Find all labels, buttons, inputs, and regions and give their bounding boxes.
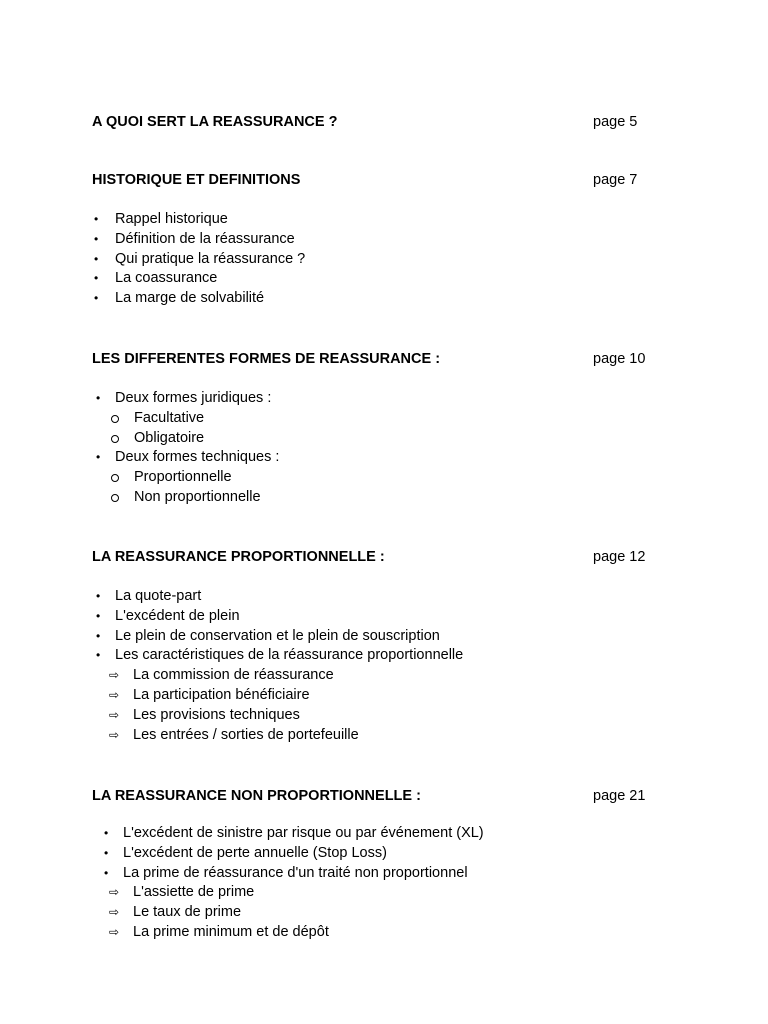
circle-bullet-icon (111, 474, 119, 482)
bullet-icon: • (104, 826, 109, 840)
bullet-icon: • (96, 589, 101, 603)
arrow-right-icon: ⇨ (109, 905, 120, 920)
item-list (92, 587, 692, 745)
list-item (92, 864, 692, 884)
section-title: LA REASSURANCE PROPORTIONNELLE : (92, 549, 385, 565)
list-item-text: Proportionnelle (134, 469, 232, 486)
section-title: LA REASSURANCE NON PROPORTIONNELLE : (92, 788, 421, 804)
arrow-right-icon: ⇨ (109, 707, 120, 722)
page-reference: page 10 (593, 351, 646, 367)
list-item (92, 587, 692, 607)
list-item (92, 607, 692, 627)
list-item-text: Deux formes techniques : (115, 449, 280, 466)
page-reference: page 7 (593, 172, 638, 188)
list-item (92, 824, 692, 844)
list-item (92, 686, 692, 706)
section-heading (92, 785, 692, 807)
list-item-text: Non proportionnelle (134, 488, 261, 505)
list-item (92, 230, 692, 250)
item-list (92, 210, 692, 309)
section-heading (92, 169, 692, 191)
section-heading (92, 546, 692, 568)
arrow-right-icon: ⇨ (109, 727, 120, 742)
list-item (92, 448, 692, 468)
list-item (92, 627, 692, 647)
list-item-text: La quote-part (115, 588, 202, 604)
list-item-text: Le taux de prime (133, 904, 242, 921)
list-item (92, 389, 692, 409)
arrow-right-icon: ⇨ (109, 668, 120, 683)
section-heading (92, 348, 692, 370)
list-item-text: Qui pratique la réassurance ? (115, 250, 306, 267)
list-item-text: L'excédent de sinistre par risque ou par événement (XL) (123, 825, 484, 841)
list-item-text: La marge de solvabilité (115, 290, 265, 307)
list-item (92, 844, 692, 864)
bullet-icon: • (96, 608, 101, 623)
list-item (92, 706, 692, 726)
list-item-text: La commission de réassurance (133, 667, 334, 684)
list-item (92, 726, 692, 746)
page-reference: page 12 (593, 549, 646, 565)
list-item-text: Le plein de conservation et le plein de souscription (115, 627, 440, 644)
list-item (92, 903, 692, 923)
bullet-icon: • (94, 212, 99, 226)
list-item (92, 269, 692, 289)
section-heading (92, 111, 692, 133)
list-item (92, 468, 692, 488)
toc-section-forms (92, 348, 692, 508)
bullet-icon: • (94, 271, 99, 286)
list-item-text: L'assiette de prime (133, 884, 255, 901)
list-item-text: Les caractéristiques de la réassurance proportionnelle (115, 647, 464, 664)
list-item-text: Rappel historique (115, 211, 228, 227)
toc-section-purpose (92, 111, 692, 133)
list-item (92, 923, 692, 943)
bullet-icon: • (96, 628, 101, 643)
list-item (92, 409, 692, 429)
bullet-icon: • (94, 231, 99, 246)
toc-section-history (92, 169, 692, 309)
list-item (92, 646, 692, 666)
circle-bullet-icon (111, 435, 119, 443)
item-list (92, 824, 692, 943)
page-reference: page 5 (593, 114, 638, 130)
circle-bullet-icon (111, 415, 119, 423)
list-item (92, 429, 692, 449)
bullet-icon: • (94, 291, 99, 306)
toc-section-non-proportional (92, 785, 692, 943)
section-title: LES DIFFERENTES FORMES DE REASSURANCE : (92, 351, 441, 367)
list-item-text: Les entrées / sorties de portefeuille (133, 726, 359, 743)
list-item (92, 666, 692, 686)
bullet-icon: • (96, 391, 101, 405)
list-item-text: Obligatoire (134, 429, 205, 446)
list-item (92, 883, 692, 903)
list-item-text: La prime minimum et de dépôt (133, 923, 329, 940)
list-item (92, 210, 692, 230)
list-item (92, 250, 692, 270)
arrow-right-icon: ⇨ (109, 924, 120, 939)
list-item-text: Deux formes juridiques : (115, 390, 272, 406)
list-item-text: L'excédent de perte annuelle (Stop Loss) (123, 844, 387, 861)
circle-bullet-icon (111, 494, 119, 502)
arrow-right-icon: ⇨ (109, 885, 120, 900)
bullet-icon: • (96, 450, 101, 465)
bullet-icon: • (104, 845, 109, 860)
list-item-text: Les provisions techniques (133, 706, 300, 723)
list-item (92, 488, 692, 508)
list-item-text: La coassurance (115, 270, 218, 287)
list-item-text: Définition de la réassurance (115, 230, 295, 247)
bullet-icon: • (94, 251, 99, 266)
section-title: HISTORIQUE ET DEFINITIONS (92, 172, 301, 188)
toc-section-proportional (92, 546, 692, 745)
list-item-text: La prime de réassurance d'un traité non proportionnel (123, 864, 468, 881)
list-item-text: La participation bénéficiaire (133, 686, 310, 703)
arrow-right-icon: ⇨ (109, 687, 120, 702)
section-title: A QUOI SERT LA REASSURANCE ? (92, 114, 338, 130)
list-item-text: Facultative (134, 409, 205, 426)
item-list (92, 389, 692, 508)
bullet-icon: • (96, 648, 101, 663)
list-item (92, 289, 692, 309)
page-reference: page 21 (593, 788, 646, 804)
list-item-text: L'excédent de plein (115, 607, 240, 624)
bullet-icon: • (104, 865, 109, 880)
